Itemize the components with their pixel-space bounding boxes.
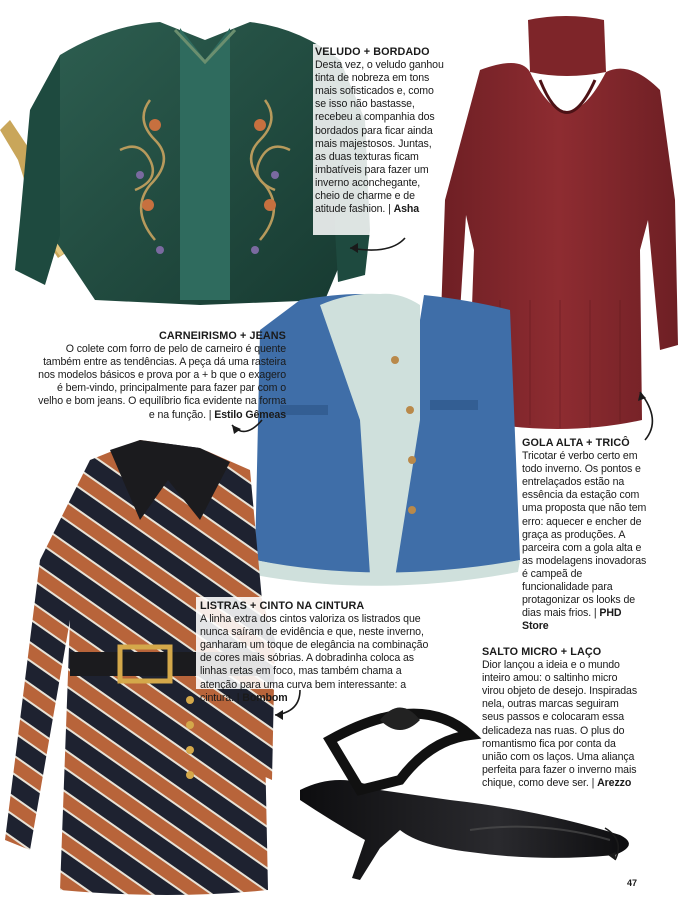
gola-brand: PHD Store	[522, 607, 622, 633]
gola-title: GOLA ALTA + TRICÔ	[522, 437, 630, 449]
carneirismo-title: CARNEIRISMO + JEANS	[159, 330, 286, 342]
carneirismo-brand: Estilo Gêmeas	[214, 408, 286, 421]
denim-vest-image	[255, 294, 520, 586]
page-number: 47	[626, 878, 637, 888]
salto-article	[482, 646, 640, 790]
listras-title: LISTRAS + CINTO NA CINTURA	[200, 600, 365, 612]
salto-brand: Arezzo	[597, 776, 632, 789]
gola-article	[522, 437, 650, 633]
listras-brand: Bombom	[242, 691, 288, 704]
veludo-article	[315, 46, 445, 216]
carneirismo-article	[34, 330, 286, 422]
listras-body: A linha extra dos cintos valoriza os listrados que nunca saíram de evidência e que, neste inverno, ganharam um toque de elegância na combinação de cores mais sóbrias. A dobradinha coloca as linhas retas em foco, mas também chama a atenção para uma curva bem interessante: a cintura. |	[200, 613, 429, 704]
listras-article	[200, 600, 436, 705]
veludo-title: VELUDO + BORDADO	[315, 46, 430, 58]
veludo-brand: Asha	[393, 203, 420, 216]
salto-body: Dior lançou a ideia e o mundo inteiro amou: o saltinho micro virou objeto de desejo. Inspiradas nela, outras marcas seguiram seus passos e colocaram essa delicadeza nas ruas. O plus do romantismo fica por conta da união com os laços. Uma aliança perfeita para fazer o inverno mais chique, como deve ser. |	[482, 659, 638, 789]
veludo-body: Desta vez, o veludo ganhou tinta de nobreza em tons mais sofisticados e, como se isso não bastasse, recebeu a companhia dos bordados para ficar ainda mais majestosos. Juntas, as duas texturas ficam imbatíveis para fazer um inverno aconchegante, cheio de charme e de atitude fashion. |	[315, 59, 444, 216]
salto-title: SALTO MICRO + LAÇO	[482, 646, 602, 658]
gola-body: Tricotar é verbo certo em todo inverno. Os pontos e entrelaçados estão na essência da estação com uma proposta que não tem erro: aquecer e encher de graça as produções. A parceira com a gola alta e as modelagens inovadoras é campeã de funcionalidade para protagonizar os looks de dias mais frios. |	[522, 450, 647, 620]
carneirismo-body: O colete com forro de pelo de carneiro é quente também entre as tendências. A peça dá uma rasteira nos modelos básicos e prova por a + b que o exagero é bem-vindo, principalmente para fazer par com o velho e bom jeans. O equilíbrio fica evidente na forma e na função. |	[38, 343, 286, 421]
